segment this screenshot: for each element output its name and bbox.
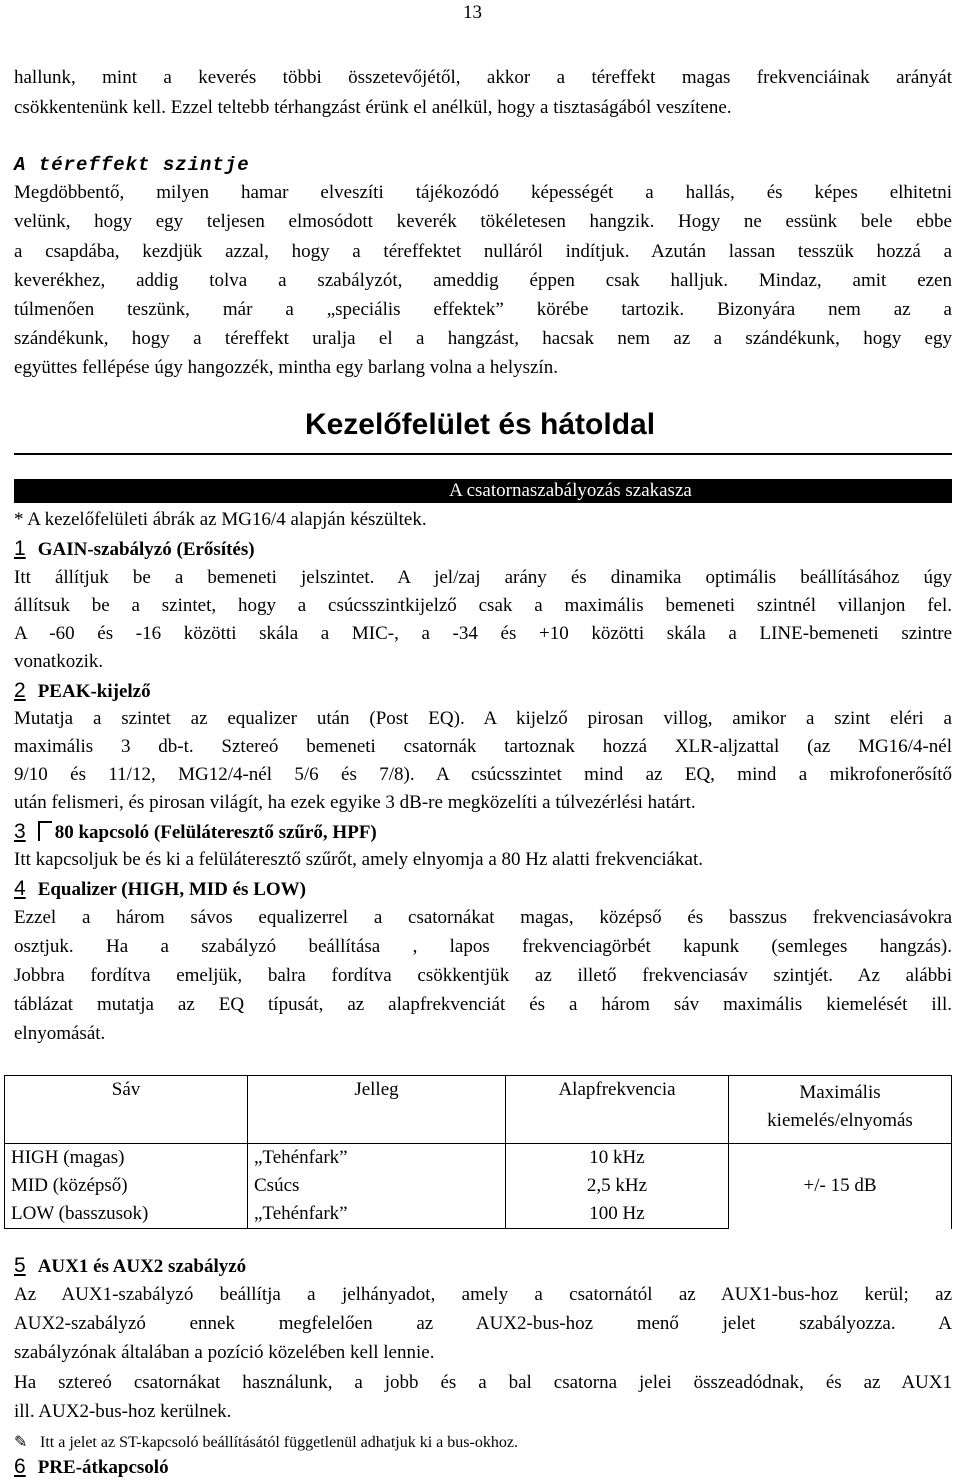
table-cell: „Tehénfark” [248, 1144, 506, 1173]
table-cell: 2,5 kHz [506, 1172, 729, 1200]
paragraph-line: vonatkozik. [14, 651, 104, 672]
item-number: 3 [14, 820, 26, 843]
table-header: Sáv [5, 1076, 248, 1144]
table-cell: 100 Hz [506, 1200, 729, 1229]
title-rule [14, 453, 952, 455]
hpf-icon [38, 821, 52, 841]
paragraph-line: Mutatja a szintet az equalizer után (Post EQ). A kijelző pirosan villog, amikor a szint eléri a [14, 708, 952, 729]
item-title: 80 kapcsoló (Felüláteresztő szűrő, HPF) [54, 822, 377, 843]
table-cell: 10 kHz [506, 1144, 729, 1173]
item-heading [14, 537, 952, 562]
item-heading [14, 820, 952, 845]
item-title: PEAK-kijelző [37, 681, 151, 702]
paragraph-line: szándékunk, hogy a téreffekt uralja el a hangzást, hacsak nem az a szándékunk, hogy egy [14, 328, 952, 349]
page-number: 13 [463, 2, 482, 23]
paragraph-line: keverékhez, addig tolva a szabályzót, ameddig éppen csak halljuk. Mindaz, amit ezen [14, 270, 952, 291]
item-title: PRE-átkapcsoló [37, 1457, 169, 1478]
paragraph-line: elnyomását. [14, 1023, 106, 1044]
paragraph-line: után felismeri, és pirosan világít, ha ezek egyike 3 dB-re megközelíti a túlvezérlési határt. [14, 792, 696, 813]
paragraph-line: Itt kapcsoljuk be és ki a felüláteresztő szűrőt, amely elnyomja a 80 Hz alatti frekvenciákat. [14, 849, 704, 870]
item-title: GAIN-szabályzó (Erősítés) [37, 539, 255, 560]
table-cell: HIGH (magas) [5, 1144, 248, 1173]
paragraph-line: Itt állítjuk be a bemeneti jelszintet. A jel/zaj arány és dinamika optimális beállításához úgy [14, 567, 952, 588]
section-bar [14, 479, 952, 503]
paragraph-line: Megdöbbentő, milyen hamar elveszíti tájékozódó képességét a hallás, és képes elhitetni [14, 182, 952, 203]
paragraph-line: 9/10 és 11/12, MG12/4-nél 5/6 és 7/8). A csúcsszintet mind az EQ, mind a mikrofonerősítő [14, 764, 952, 785]
main-title: Kezelőfelület és hátoldal [304, 408, 656, 441]
paragraph-line: osztjuk. Ha a szabályzó beállítása , lapos frekvenciagörbét kapunk (semleges hangzás). [14, 936, 952, 957]
table-cell: Csúcs [248, 1172, 506, 1200]
paragraph-line: Az AUX1-szabályzó beállítja a jelhányadot, amely a csatornától az AUX1-bus-hoz kerül; az [14, 1284, 952, 1305]
table-header [729, 1076, 952, 1144]
item-heading [14, 679, 952, 704]
item-heading [14, 1254, 952, 1279]
table-cell: „Tehénfark” [248, 1200, 506, 1229]
paragraph-line: Jobbra fordítva emeljük, balra fordítva csökkentjük az illető frekvenciasáv szintjét. Az alábbi [14, 965, 952, 986]
paragraph-line: állítsuk be a szintet, hogy a csúcsszintkijelző csak a maximális bemeneti szintnél villanjon fel. [14, 595, 952, 616]
footnote-text: Itt a jelet az ST-kapcsoló beállításától függetlenül adhatjuk ki a bus-okhoz. [40, 1434, 518, 1451]
item-number: 1 [14, 537, 26, 560]
paragraph-line: AUX2-szabályzó ennek megfelelően az AUX2-bus-hoz menő jelet szabályozza. A [14, 1313, 952, 1334]
section-heading: A téreffekt szintje [14, 154, 250, 176]
item-heading [14, 1455, 952, 1480]
paragraph-line: táblázat mutatja az EQ típusát, az alapfrekvenciát és a három sáv maximális kiemelését ill. [14, 994, 952, 1015]
table-cell: MID (középső) [5, 1172, 248, 1200]
item-number: 4 [14, 877, 26, 900]
table-header: Alapfrekvencia [506, 1076, 729, 1144]
table-header: Jelleg [248, 1076, 506, 1144]
footnote [14, 1432, 518, 1452]
item-number: 6 [14, 1455, 26, 1478]
paragraph-line: a csapdába, kezdjük azzal, hogy a téreffektet nulláról indítjuk. Azután lassan tesszük hozzá a [14, 241, 952, 262]
paragraph-line: Ezzel a három sávos equalizerrel a csatornákat magas, középső és basszus frekvenciasávokra [14, 907, 952, 928]
item-number: 2 [14, 679, 26, 702]
paragraph-line: szabályzónak általában a pozíció közelében kell lennie. [14, 1342, 435, 1363]
item-heading [14, 877, 952, 902]
eq-table [4, 1075, 952, 1229]
item-title: Equalizer (HIGH, MID és LOW) [37, 879, 306, 900]
table-header-row [5, 1076, 952, 1144]
paragraph-line: A -60 és -16 közötti skála a MIC-, a -34 és +10 közötti skála a LINE-bemeneti szintre [14, 623, 952, 644]
table-cell-shared: +/- 15 dB [729, 1144, 952, 1229]
item-title: AUX1 és AUX2 szabályzó [37, 1256, 247, 1277]
paragraph-line: maximális 3 db-t. Sztereó bemeneti csatornák tartoznak hozzá XLR-aljzattal (az MG16/4-nél [14, 736, 952, 757]
item-number: 5 [14, 1254, 26, 1277]
paragraph-line: túlmenően teszünk, már a „speciális effektek” körébe tartozik. Bizonyára nem az a [14, 299, 952, 320]
pencil-icon: ✎ [14, 1434, 28, 1451]
paragraph-line: Ha sztereó csatornákat használunk, a jobb és a bal csatorna jelei összeadódnak, és az AUX1 [14, 1372, 952, 1393]
table-row [5, 1144, 952, 1173]
paragraph-line: együttes fellépése úgy hangozzék, mintha egy barlang volna a helyszín. [14, 357, 558, 378]
paragraph-line: hallunk, mint a keverés többi összetevőjétől, akkor a téreffekt magas frekvenciáinak arányát [14, 67, 952, 88]
note-line: * A kezelőfelületi ábrák az MG16/4 alapján készültek. [14, 509, 427, 530]
paragraph-line: velünk, hogy egy teljesen elmosódott keverék tökéletesen hangzik. Hogy ne essünk bele ebbe [14, 211, 952, 232]
table-cell: LOW (basszusok) [5, 1200, 248, 1229]
paragraph-line: csökkentenünk kell. Ezzel teltebb térhangzást érünk el anélkül, hogy a tisztaságából veszítene. [14, 97, 732, 118]
section-bar-title: A csatornaszabályozás szakasza [449, 480, 692, 501]
table-header-line: Maximális [799, 1082, 881, 1103]
paragraph-line: ill. AUX2-bus-hoz kerülnek. [14, 1401, 232, 1422]
table-header-line: kiemelés/elnyomás [767, 1110, 913, 1131]
